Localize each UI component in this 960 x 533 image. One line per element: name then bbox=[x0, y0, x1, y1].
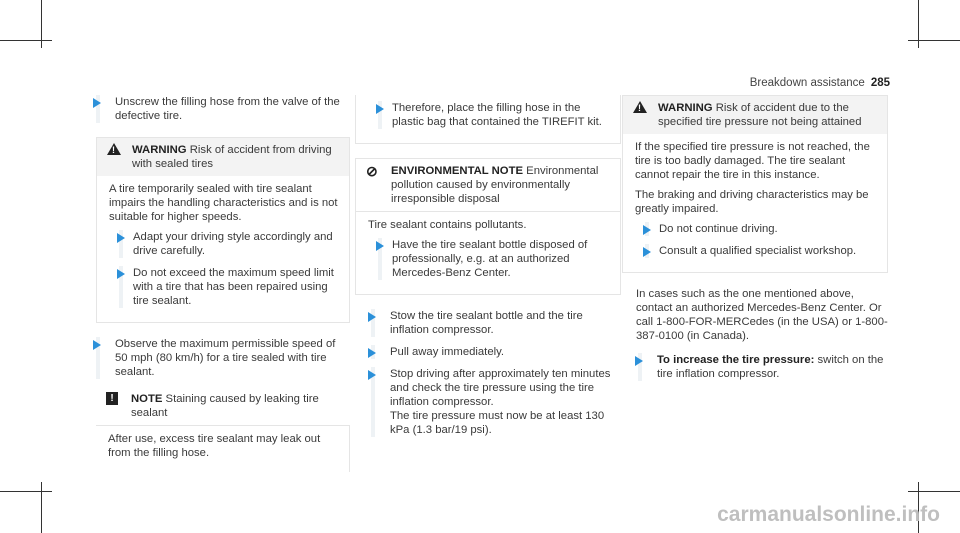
note-header: ! NOTE Staining caused by leaking tire sealant bbox=[96, 387, 350, 425]
warning-icon: ! bbox=[107, 143, 121, 155]
warning-step: Do not continue driving. bbox=[635, 222, 877, 236]
crop-mark bbox=[0, 491, 52, 492]
crop-mark bbox=[908, 491, 960, 492]
warning-box bbox=[622, 95, 888, 273]
warning-header: ! WARNING Risk of accident from driving with sealed tires bbox=[97, 138, 349, 176]
column-1 bbox=[80, 95, 350, 486]
page-header bbox=[750, 77, 890, 89]
arrow-icon bbox=[93, 98, 101, 108]
watermark: carmanualsonline.info bbox=[717, 503, 940, 526]
environmental-note-header: ⊘ ENVIRONMENTAL NOTE Environmental pollution caused by environmentally irresponsible disposal bbox=[356, 159, 620, 211]
step-observe-speed: Observe the maximum permissible speed of 50 mph (80 km/h) for a tire sealed with tire sealant. bbox=[80, 337, 350, 379]
crop-mark bbox=[918, 0, 919, 48]
arrow-icon bbox=[643, 247, 651, 257]
environmental-note-box bbox=[355, 158, 621, 295]
warning-body: If the specified tire pressure is not reached, the tire is too badly damaged. The tire sealant cannot repair the tire in this instance. bbox=[635, 141, 870, 181]
section-title: Breakdown assistance bbox=[749, 77, 865, 89]
environmental-step: Have the tire sealant bottle disposed of professionally, e.g. at an authorized Mercedes-Benz Center. bbox=[368, 238, 610, 280]
step-box bbox=[355, 95, 621, 144]
warning-step: Adapt your driving style accordingly and drive carefully. bbox=[109, 230, 339, 258]
warning-step: Consult a qualified specialist workshop. bbox=[635, 244, 877, 258]
arrow-icon bbox=[117, 269, 125, 279]
arrow-icon bbox=[93, 340, 101, 350]
crop-mark bbox=[41, 482, 42, 533]
warning-header: ! WARNING Risk of accident due to the specified tire pressure not being attained bbox=[623, 96, 887, 134]
step-pull-away: Pull away immediately. bbox=[355, 345, 621, 359]
warning-step: Do not exceed the maximum speed limit with a tire that has been repaired using tire sealant. bbox=[109, 266, 339, 308]
note-box bbox=[96, 387, 350, 472]
arrow-icon bbox=[368, 312, 376, 322]
column-2 bbox=[355, 95, 621, 445]
arrow-icon bbox=[376, 241, 384, 251]
crop-mark bbox=[0, 40, 52, 41]
step-stop-driving: Stop driving after approximately ten minutes and check the tire pressure using the tire inflation compressor. The tire pressure must now be at least 130 kPa (1.3 bar/19 psi). bbox=[355, 367, 621, 437]
step-stow: Stow the tire sealant bottle and the tire inflation compressor. bbox=[355, 309, 621, 337]
arrow-icon bbox=[368, 370, 376, 380]
note-body: After use, excess tire sealant may leak out from the filling hose. bbox=[108, 433, 321, 459]
crop-mark bbox=[41, 0, 42, 48]
arrow-icon bbox=[376, 104, 384, 114]
arrow-icon bbox=[643, 225, 651, 235]
step-plastic-bag: Therefore, place the filling hose in the plastic bag that contained the TIREFIT kit. bbox=[368, 101, 610, 129]
warning-body: The braking and driving characteristics may be greatly impaired. bbox=[635, 189, 869, 215]
page-number: 285 bbox=[870, 77, 890, 89]
arrow-icon bbox=[368, 348, 376, 358]
arrow-icon bbox=[117, 233, 125, 243]
contact-paragraph: In cases such as the one mentioned above, contact an authorized Mercedes-Benz Center. Or call 1-800-FOR-MERCedes (in the USA) or 1-800-387-0100 (in Canada). bbox=[636, 288, 888, 342]
warning-box bbox=[96, 137, 350, 323]
column-3 bbox=[622, 95, 888, 389]
warning-icon: ! bbox=[633, 101, 647, 113]
warning-body: A tire temporarily sealed with tire sealant impairs the handling characteristics and is not suitable for higher speeds. bbox=[109, 183, 338, 223]
step-increase-pressure: To increase the tire pressure: switch on the tire inflation compressor. bbox=[622, 353, 888, 381]
note-icon: ! bbox=[106, 392, 118, 405]
arrow-icon bbox=[635, 356, 643, 366]
step-unscrew: Unscrew the filling hose from the valve of the defective tire. bbox=[80, 95, 350, 123]
crop-mark bbox=[908, 40, 960, 41]
environmental-note-body: Tire sealant contains pollutants. bbox=[368, 219, 527, 231]
environment-icon: ⊘ bbox=[366, 163, 378, 179]
